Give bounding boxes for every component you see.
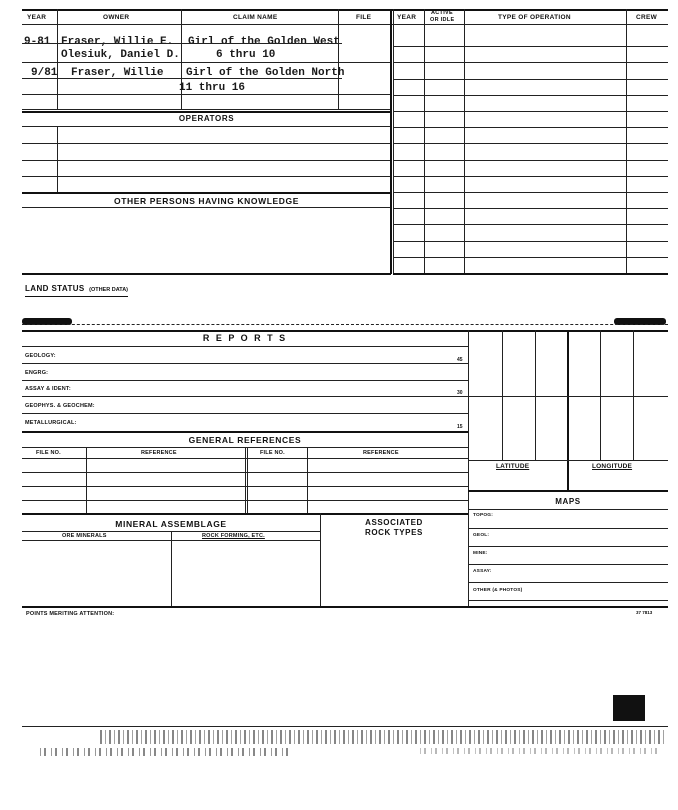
form-code: 37 7813	[636, 610, 653, 615]
maps-assay: ASSAY:	[473, 569, 492, 574]
associated-rock-line1: ASSOCIATED	[365, 518, 423, 527]
report-metallurgical-num: 15	[457, 424, 463, 430]
claim-row-3-year: 9/81	[31, 67, 58, 79]
mineral-assemblage-title: MINERAL ASSEMBLAGE	[115, 519, 227, 529]
claim-row-1-owner: Fraser, Willie E.	[61, 36, 174, 48]
report-engrg: ENGRG:	[25, 370, 49, 376]
ref-header-file-no-1: FILE NO.	[36, 450, 61, 456]
ref-header-reference-1: REFERENCE	[141, 450, 177, 456]
header-year: YEAR	[27, 14, 47, 21]
claim-row-2-owner: Olesiuk, Daniel D.	[61, 49, 180, 61]
ref-header-reference-2: REFERENCE	[363, 450, 399, 456]
claim-row-4-claim: 11 thru 16	[179, 82, 246, 94]
ref-header-file-no-2: FILE NO.	[260, 450, 285, 456]
report-geology-num: 45	[457, 357, 463, 363]
op-header-active: ACTIVE	[431, 10, 453, 16]
land-status	[25, 278, 128, 297]
general-references-title: GENERAL REFERENCES	[188, 435, 302, 445]
maps-other: OTHER (& PHOTOS)	[473, 588, 523, 593]
ore-minerals-label: ORE MINERALS	[62, 533, 107, 539]
reports-title: R E P O R T S	[202, 333, 288, 343]
op-header-type: TYPE OF OPERATION	[498, 14, 571, 21]
claim-row-3-claim: Girl of the Golden North	[186, 67, 345, 79]
operators-title: OPERATORS	[178, 114, 235, 123]
header-file: FILE	[356, 14, 372, 21]
maps-title: MAPS	[555, 497, 581, 506]
report-assay: ASSAY & IDENT:	[25, 386, 71, 392]
rock-forming-label: ROCK FORMING, ETC.	[202, 533, 265, 539]
maps-mine: MINE:	[473, 551, 488, 556]
header-claim-name: CLAIM NAME	[233, 14, 278, 21]
scan-noise-band-right	[420, 748, 660, 754]
header-owner: OWNER	[103, 14, 130, 21]
report-geophys: GEOPHYS. & GEOCHEM:	[25, 403, 95, 409]
claim-row-1-year: 9-81	[24, 36, 51, 48]
op-header-crew: CREW	[636, 14, 658, 21]
associated-rock-line2: ROCK TYPES	[364, 528, 423, 537]
report-metallurgical: METALLURGICAL:	[25, 420, 77, 426]
report-geology: GEOLOGY:	[25, 353, 56, 359]
claim-row-1-claim: Girl of the Golden West	[188, 36, 340, 48]
report-assay-num: 30	[457, 390, 463, 396]
scan-noise-band	[100, 730, 666, 744]
claim-row-3-owner: Fraser, Willie	[71, 67, 164, 79]
land-status-sub: (OTHER DATA)	[89, 287, 129, 293]
scan-noise-band-lower	[40, 748, 290, 756]
points-meriting-attention: POINTS MERITING ATTENTION:	[26, 611, 115, 617]
maps-topog: TOPOG:	[473, 513, 494, 518]
other-persons-title: OTHER PERSONS HAVING KNOWLEDGE	[113, 196, 300, 206]
longitude-label: LONGITUDE	[592, 463, 633, 470]
op-header-or-idle: OR IDLE	[430, 17, 455, 23]
scan-artifact-block	[613, 695, 645, 721]
land-status-label: LAND STATUS	[25, 284, 85, 293]
maps-geol: GEOL:	[473, 533, 490, 538]
claim-row-2-claim: 6 thru 10	[216, 49, 276, 61]
op-header-year: YEAR	[397, 14, 417, 21]
latitude-label: LATITUDE	[496, 463, 530, 470]
